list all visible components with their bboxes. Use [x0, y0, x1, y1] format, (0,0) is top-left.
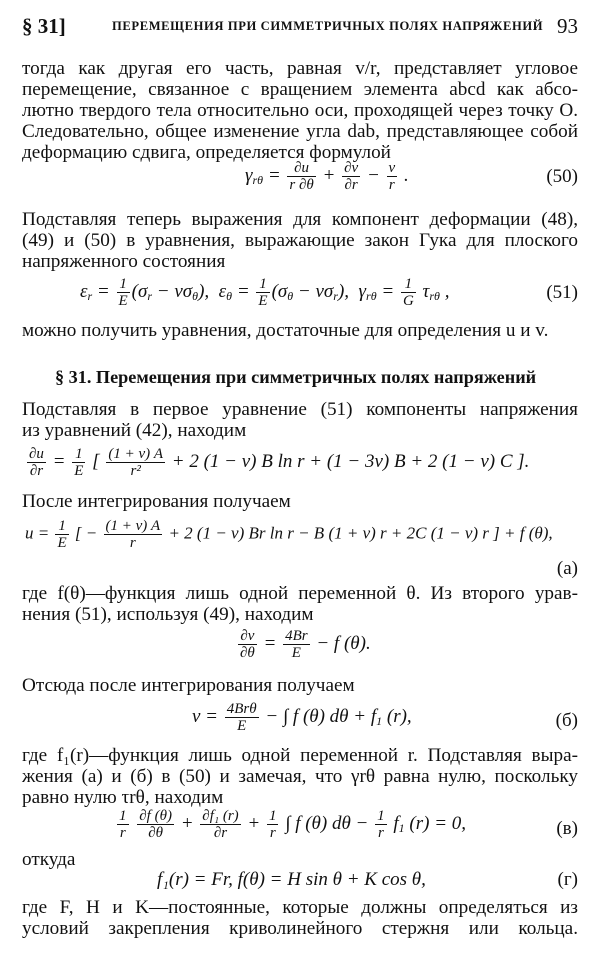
text-line: деформацию сдвига, определяется формулой	[22, 142, 391, 163]
equation-number-a: (а)	[556, 558, 578, 579]
text-line: где f₁(r)—функция лишь одной переменной r. Подставляя выра-	[22, 745, 578, 766]
text-line: условий закрепления криволинейного стержня или кольца.	[22, 918, 578, 939]
paragraph-1	[22, 58, 578, 163]
page-header	[22, 12, 578, 40]
paragraph-7	[22, 675, 578, 696]
paragraph-10	[22, 897, 578, 939]
page-number: 93	[557, 14, 578, 38]
equation-a: u = $\frac{1}{E}$ [ − $\frac{(1 + \nu) A}{r}$ + 2 (1 − ν) Br ln r − B (1 + ν) r + 2C (1 − ν) r ] + f (θ),	[25, 518, 553, 551]
equation-du-dr: $\frac{\partial u}{\partial r}$ = $\frac{1}{E}$ [ $\frac{(1 + \nu) A}{\text{r²}}$ + 2 (1 − ν) B ln r + (1 − 3ν) B + 2 (1 − ν) C ].	[29, 446, 530, 479]
equation-number-v: (в)	[556, 818, 578, 839]
text-line: нения (51), используя (49), находим	[22, 604, 314, 625]
text-line: жения (а) и (б) в (50) и замечая, что γrθ равна нулю, поскольку	[22, 766, 578, 787]
equation-b: v = $\frac{\text{4Brθ}}{E}$ − ∫ f (θ) $d\theta + f_1$ (r),	[192, 701, 412, 734]
paragraph-2	[22, 209, 578, 272]
header-section: § 31]	[22, 14, 66, 38]
section-heading: § 31. Перемещения при симметричных полях напряжений	[55, 367, 537, 387]
equation-number-g: (г)	[557, 869, 578, 890]
text-line: Следовательно, общее изменение угла dab, представляющее собой	[22, 121, 578, 142]
text-line: (49) и (50) в уравнения, выражающие закон Гука для плоского	[22, 230, 578, 251]
equation-v: $\frac{1}{r}$ $\frac{\partial f (\theta)}{\partial\theta}$ + $\frac{\text{∂f₁ (r)}}{\partial r}$ + $\frac{1}{r}$ ∫ f (θ) dθ − $\frac{1}{r}$ $f_1$ (r) = 0,	[119, 808, 467, 841]
paragraph-5	[22, 491, 578, 512]
text-line: из уравнений (42), находим	[22, 420, 247, 441]
equation-dv-dtheta: $\frac{\partial v}{\partial\theta}$ = $\frac{4Br}{E}$ − f (θ).	[240, 628, 371, 661]
equation-number-50: (50)	[546, 166, 578, 187]
equation-50: $\gamma_{r\theta}$ = $\frac{\partial u}{r \partial\theta}$ + $\frac{\partial v}{\partial r}$ − $\frac{v}{r}$ .	[245, 160, 409, 193]
paragraph-3	[22, 320, 578, 341]
text-line: можно получить уравнения, достаточные для определения u и v.	[22, 320, 549, 341]
equation-g: f₁(r) = Fr, f(θ) = H sin θ + K cos θ,	[157, 869, 426, 890]
text-line: откуда	[22, 849, 76, 870]
text-line: Подставляя в первое уравнение (51) компоненты напряжения	[22, 399, 578, 420]
text-line: лютно твердого тела относительно оси, проходящей через точку O.	[22, 100, 578, 121]
paragraph-9	[22, 849, 578, 870]
text-line: перемещение, связанное с вращением элемента abcd как абсо-	[22, 79, 578, 100]
text-line: где F, H и K—постоянные, которые должны определяться из	[22, 897, 578, 918]
text-line: Отсюда после интегрирования получаем	[22, 675, 355, 696]
text-line: равно нулю τrθ, находим	[22, 787, 224, 808]
paragraph-4	[22, 399, 578, 441]
paragraph-8	[22, 745, 578, 808]
equation-number-51: (51)	[546, 282, 578, 303]
text-line: тогда как другая его часть, равная v/r, представляет угловое	[22, 58, 578, 79]
text-line: где f(θ)—функция лишь одной переменной θ. Из второго урав-	[22, 583, 578, 604]
text-line: напряженного состояния	[22, 251, 226, 272]
equation-number-b: (б)	[555, 710, 578, 731]
text-line: После интегрирования получаем	[22, 491, 291, 512]
equation-51: $\varepsilon_r$ = $\frac{1}{E}$ $(\sigma_r - \nu\sigma_\theta)$, $\varepsilon_\theta$ = $\frac{1}{E}$ $(\sigma_\theta - \nu\sigma_r)$, $\gamma_{r\theta}$ = $\frac{1}{G}$ $\tau_{r\theta}$ ,	[80, 276, 450, 309]
text-line: Подставляя теперь выражения для компонент деформации (48),	[22, 209, 578, 230]
running-title: ПЕРЕМЕЩЕНИЯ ПРИ СИММЕТРИЧНЫХ ПОЛЯХ НАПРЯЖЕНИЙ	[112, 19, 544, 33]
paragraph-6	[22, 583, 578, 625]
